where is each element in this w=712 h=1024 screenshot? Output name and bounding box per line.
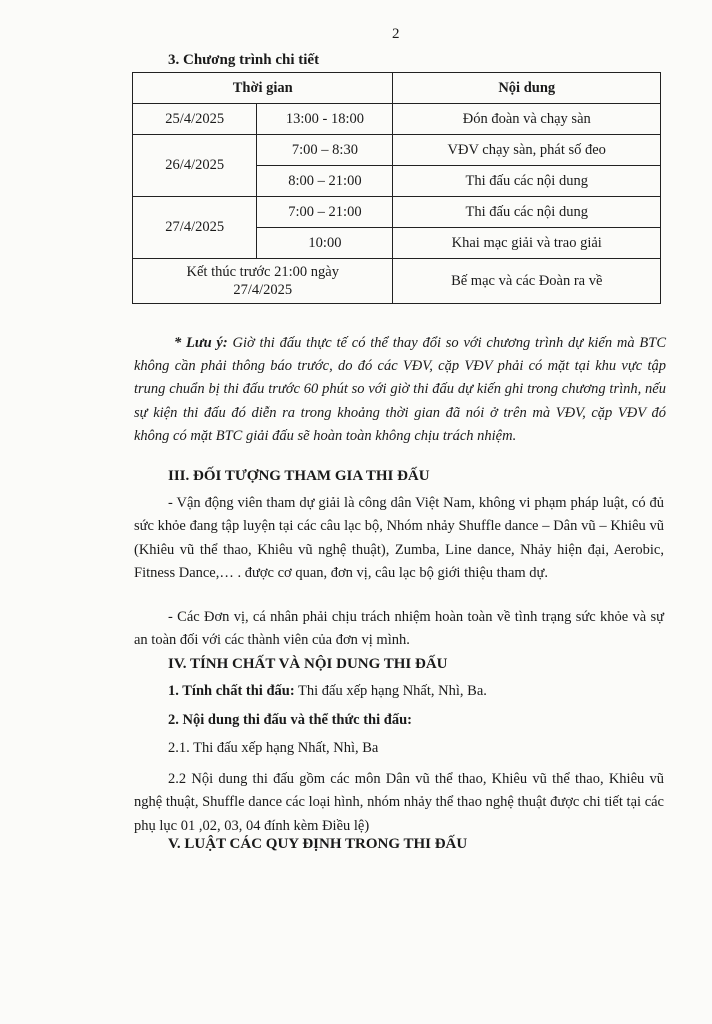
item-2-1: 2.1. Thi đấu xếp hạng Nhất, Nhì, Ba (168, 740, 379, 756)
item-1 (168, 683, 487, 700)
item-2-heading (168, 712, 412, 729)
content-cell: Thi đấu các nội dung (393, 197, 661, 228)
date-cell: 26/4/2025 (133, 135, 257, 197)
section-3-heading: 3. Chương trình chi tiết (168, 52, 320, 68)
item-2-2: 2.2 Nội dung thi đấu gồm các môn Dân vũ thể thao, Khiêu vũ thể thao, Khiêu vũ nghệ thuật, Shuffle dance các loại hình, nhóm nhảy thể thao nghệ thuật được chi tiết tại các phụ lục 01 ,02, 03, 04 đính kèm Điều lệ) (134, 771, 664, 834)
section-III-para-2: - Các Đơn vị, cá nhân phải chịu trách nhiệm hoàn toàn về tình trạng sức khỏe và sự an toàn đối với các thành viên của đơn vị mình. (134, 609, 664, 649)
content-cell: Khai mạc giải và trao giải (393, 228, 661, 259)
table-row (133, 197, 661, 228)
content-cell: VĐV chạy sàn, phát số đeo (393, 135, 661, 166)
schedule-table (132, 72, 661, 304)
table-row (133, 135, 661, 166)
section-III-para-1: - Vận động viên tham dự giải là công dân Việt Nam, không vi phạm pháp luật, có đủ sức khỏe đang tập luyện tại các câu lạc bộ, Nhóm nhảy Shuffle dance – Dân vũ – Khiêu vũ (Khiêu vũ thể thao, Khiêu vũ nghệ thuật), Zumba, Line dance, Nhảy hiện đại, Aerobic, Fitness Dance,… . được cơ quan, đơn vị, câu lạc bộ giới thiệu tham dự. (134, 495, 664, 581)
final-time-cell: Kết thúc trước 21:00 ngày 27/4/2025 (133, 259, 393, 304)
time-cell: 10:00 (257, 228, 393, 259)
time-cell: 7:00 – 21:00 (257, 197, 393, 228)
note-paragraph (134, 332, 666, 448)
time-cell: 13:00 - 18:00 (257, 104, 393, 135)
time-cell: 8:00 – 21:00 (257, 166, 393, 197)
table-row (133, 259, 661, 304)
item-1-text: Thi đấu xếp hạng Nhất, Nhì, Ba. (294, 683, 487, 699)
content-cell: Thi đấu các nội dung (393, 166, 661, 197)
note-text: Giờ thi đấu thực tế có thể thay đổi so với chương trình dự kiến mà BTC không cần phải thông báo trước, do đó các VĐV, cặp VĐV phải có mặt tại khu vực tập trung chuẩn bị thi đấu trước 60 phút so với giờ thi đấu dự kiến ghi trong chương trình, nếu sự kiện thi đấu đó diễn ra trong khoảng thời gian đã nói ở trên mà VĐV, cặp VĐV đó không có mặt BTC giải đấu sẽ hoàn toàn không chịu trách nhiệm. (134, 335, 666, 444)
item-2-label: 2. Nội dung thi đấu và thể thức thi đấu: (168, 712, 412, 728)
header-time: Thời gian (133, 73, 393, 104)
page-number: 2 (392, 26, 400, 42)
note-label: * Lưu ý: (174, 335, 228, 351)
section-IV-heading: IV. TÍNH CHẤT VÀ NỘI DUNG THI ĐẤU (168, 656, 448, 672)
section-III-heading: III. ĐỐI TƯỢNG THAM GIA THI ĐẤU (168, 468, 430, 484)
table-header-row (133, 73, 661, 104)
date-cell: 25/4/2025 (133, 104, 257, 135)
item-1-label: 1. Tính chất thi đấu: (168, 683, 295, 699)
time-cell: 7:00 – 8:30 (257, 135, 393, 166)
header-content: Nội dung (393, 73, 661, 104)
date-cell: 27/4/2025 (133, 197, 257, 259)
content-cell: Đón đoàn và chạy sàn (393, 104, 661, 135)
section-V-heading: V. LUẬT CÁC QUY ĐỊNH TRONG THI ĐẤU (168, 836, 468, 852)
final-content-cell: Bế mạc và các Đoàn ra về (393, 259, 661, 304)
table-row (133, 104, 661, 135)
